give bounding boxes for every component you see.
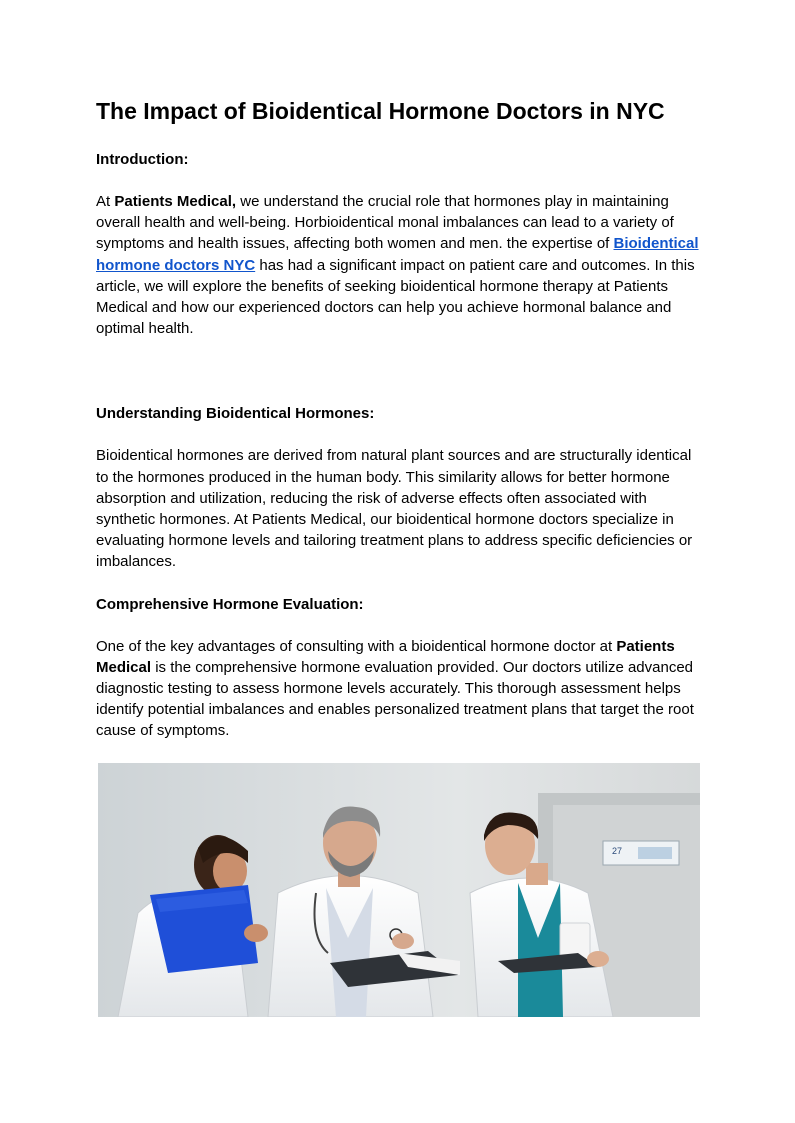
- evaluation-paragraph: [96, 636, 701, 742]
- intro-text-prefix: At: [96, 193, 115, 210]
- bioidentical-doctors-link[interactable]: Bioidentical hormone doctors NYC: [96, 235, 699, 274]
- door-sign-number: 27: [612, 846, 623, 856]
- page-title: The Impact of Bioidentical Hormone Doctors in NYC: [96, 98, 665, 124]
- understanding-heading: Understanding Bioidentical Hormones:: [96, 405, 375, 423]
- evaluation-bold-brand: Patients Medical: [96, 637, 675, 676]
- doctors-photo: [98, 763, 700, 1017]
- understanding-paragraph: Bioidentical hormones are derived from natural plant sources and are structurally identical to the hormones produced in the human body. This similarity allows for better hormone absorption and utilization, reducing the risk of adverse effects often associated with synthetic hormones. At Patients Medical, our bioidentical hormone doctors specialize in evaluating hormone levels and tailoring treatment plans to address specific deficiencies or imbalances.: [96, 447, 693, 571]
- door-sign-graphic: [638, 847, 672, 859]
- intro-heading: Introduction:: [96, 151, 189, 168]
- document-page: [96, 96, 701, 742]
- doctors-illustration: [98, 763, 700, 1017]
- evaluation-text-b: is the comprehensive hormone evaluation provided. Our doctors utilize advanced diagnostic testing to assess hormone levels accurately. This thorough assessment helps identify potential imbalances and enables personalized treatment plans that target the root cause of symptoms.: [96, 658, 694, 740]
- intro-paragraph: [96, 191, 701, 339]
- evaluation-heading: Comprehensive Hormone Evaluation:: [96, 595, 364, 613]
- evaluation-text-a: One of the key advantages of consulting with a bioidentical hormone doctor at: [96, 637, 617, 655]
- intro-text-b: has had a significant impact on patient care and outcomes. In this article, we will explore the benefits of seeking bioidentical hormone therapy at Patients Medical and how our experienced doctors can help you achieve hormonal balance and optimal health.: [96, 256, 695, 338]
- intro-bold-brand: Patients Medical,: [114, 193, 237, 210]
- intro-text-a: we understand the crucial role that hormones play in maintaining overall health and well-being. Horbioidentical monal imbalances can lead to a variety of symptoms and health issues, affecting both women and men. the expertise of: [96, 193, 674, 253]
